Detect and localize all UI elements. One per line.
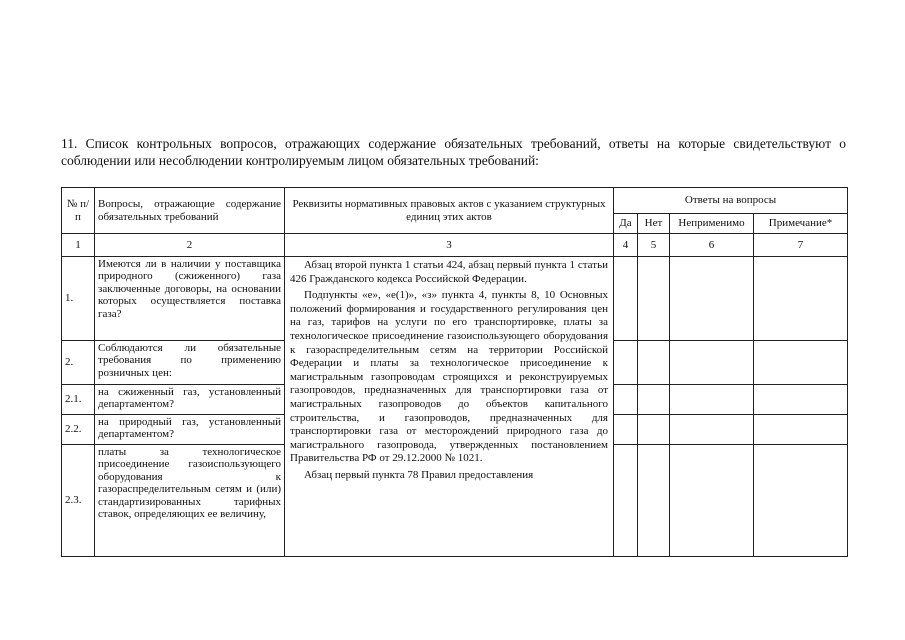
answer-yes-cell[interactable] [614, 445, 638, 557]
row-question: Имеются ли в наличии у поставщика природного (сжиженного) газа заключенные договоры, на основании которых осуществляется поставка газа? [95, 257, 285, 341]
answer-yes-cell[interactable] [614, 257, 638, 341]
header-acts: Реквизиты нормативных правовых актов с указанием структурных единиц этих актов [285, 188, 614, 234]
header-questions: Вопросы, отражающие содержание обязательных требований [95, 188, 285, 234]
row-number: 2. [62, 341, 95, 385]
answer-na-cell[interactable] [670, 257, 754, 341]
answer-no-cell[interactable] [638, 445, 670, 557]
answer-na-cell[interactable] [670, 385, 754, 415]
header-answers: Ответы на вопросы [614, 188, 848, 214]
row-number: 2.3. [62, 445, 95, 557]
acts-paragraph: Абзац первый пункта 78 Правил предоставления [304, 468, 534, 481]
col-number: 6 [670, 234, 754, 257]
header-note: Примечание* [754, 214, 848, 234]
answer-no-cell[interactable] [638, 415, 670, 445]
answer-note-cell[interactable] [754, 385, 848, 415]
section-heading: 11. Список контрольных вопросов, отражающих содержание обязательных требований, ответы на которые свидетельствуют о соблюдении или несоблюдении контролируемым лицом обязательных требований: [61, 136, 846, 168]
answer-yes-cell[interactable] [614, 385, 638, 415]
checklist-table [61, 187, 848, 557]
row-number: 1. [62, 257, 95, 341]
answer-na-cell[interactable] [670, 415, 754, 445]
answer-note-cell[interactable] [754, 341, 848, 385]
answer-yes-cell[interactable] [614, 415, 638, 445]
table-row [62, 257, 848, 341]
row-question: Соблюдаются ли обязательные требования по применению розничных цен: [95, 341, 285, 385]
answer-note-cell[interactable] [754, 257, 848, 341]
answer-na-cell[interactable] [670, 445, 754, 557]
answer-no-cell[interactable] [638, 385, 670, 415]
row-number: 2.2. [62, 415, 95, 445]
acts-cell [285, 257, 614, 557]
col-number: 5 [638, 234, 670, 257]
answer-na-cell[interactable] [670, 341, 754, 385]
acts-paragraph: Абзац второй пункта 1 статьи 424, абзац первый пункта 1 статьи 426 Гражданского кодекса Российской Федерации. [290, 259, 608, 285]
row-question: платы за технологическое присоединение газоиспользующего оборудования к газораспределительным сетям и (или) стандартизированных тарифных ставок, определяющих ее величину, [95, 445, 285, 557]
header-na: Неприменимо [670, 214, 754, 234]
row-question: на сжиженный газ, установленный департаментом? [95, 385, 285, 415]
row-question: на природный газ, установленный департаментом? [95, 415, 285, 445]
answer-no-cell[interactable] [638, 341, 670, 385]
answer-no-cell[interactable] [638, 257, 670, 341]
col-number: 4 [614, 234, 638, 257]
acts-paragraph: Подпункты «е», «е(1)», «з» пункта 4, пункты 8, 10 Основных положений формирования и государственного регулирования цен на газ, тарифов на услуги по его транспортировке, платы за технологическое присоединение газоиспользующего оборудования к газораспределительным сетям на территории Российской Федерации и платы за технологическое присоединение к магистральным газопроводам строящихся и реконструируемых газопроводов, предназначенных для транспортировки газа от магистральных газопроводов до объектов капитального строительства, и газопроводов, предназначенных для транспортировки газа от месторождений природного газа до магистрального газопровода, утвержденных постановлением Правительства РФ от 29.12.2000 № 1021. [290, 289, 608, 465]
col-number: 1 [62, 234, 95, 257]
col-number: 3 [285, 234, 614, 257]
header-num: № п/п [62, 188, 95, 234]
header-no: Нет [638, 214, 670, 234]
row-number: 2.1. [62, 385, 95, 415]
column-numbers-row [62, 234, 848, 257]
col-number: 2 [95, 234, 285, 257]
header-yes: Да [614, 214, 638, 234]
col-number: 7 [754, 234, 848, 257]
answer-yes-cell[interactable] [614, 341, 638, 385]
answer-note-cell[interactable] [754, 415, 848, 445]
answer-note-cell[interactable] [754, 445, 848, 557]
